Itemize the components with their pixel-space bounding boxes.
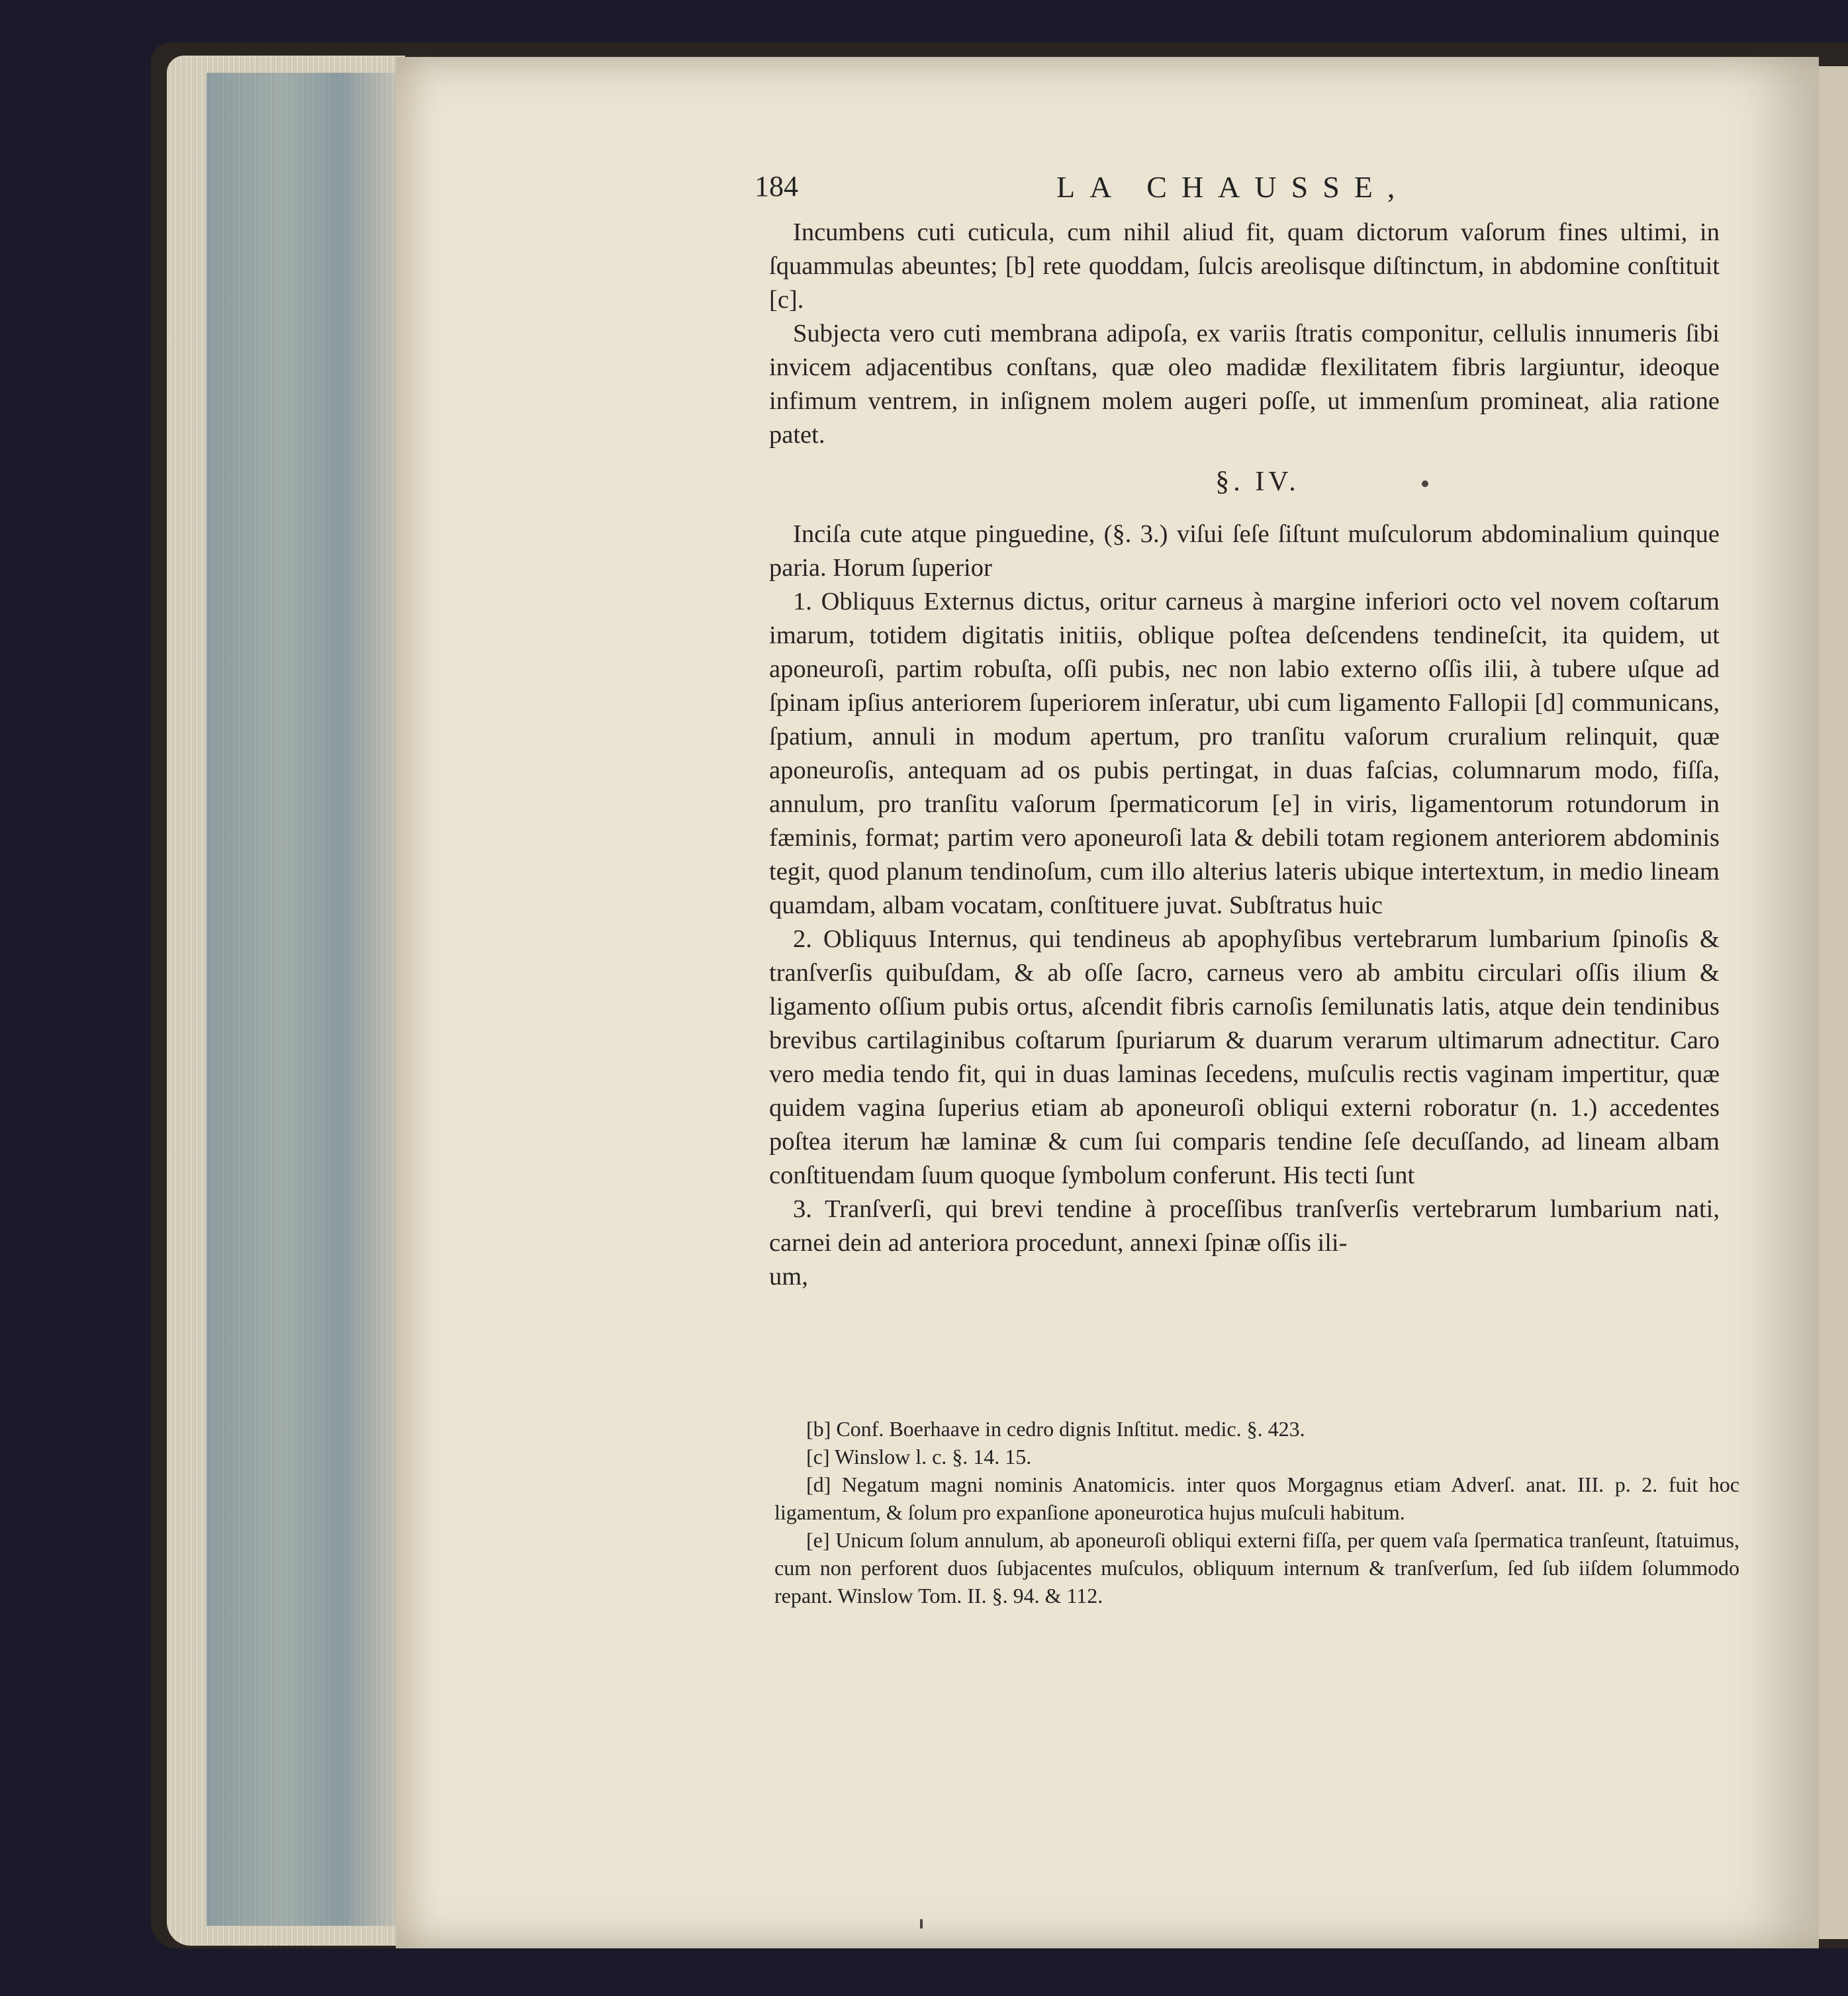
book-page-edges [167, 56, 405, 1946]
footnote-e: [e] Unicum ſolum annulum, ab aponeuroſi obliqui externi fiſſa, per quem vaſa ſpermatica tranſeunt, ſtatuimus, cum non perforent duos ſubjacentes muſculos, obliquum internum & tranſverſum, ſed ſub iiſdem ſolummodo repant. Winslow Tom. II. §. 94. & 112. [774, 1528, 1739, 1608]
paragraph-obliquus-internus: 2. Obliquus Internus, qui tendineus ab apophyſibus vertebrarum lumbarium ſpinoſis & tranſverſis quibuſdam, & ab oſſe ſacro, carneus vero ab ambitu circulari oſſis ilium & ligamento oſſium pubis ortus, aſcendit fibris carnoſis ſemilunatis latis, atque dein tendinibus brevibus cartilaginibus coſtarum ſpuriarum & duarum verarum ultimarum adnectitur. Caro vero media tendo fit, qui in duas laminas ſecedens, muſculis rectis vaginam impertitur, quæ quidem vagina ſuperius etiam ab aponeuroſi obliqui externi roboratur (n. 1.) accedentes poſtea iterum hæ laminæ & cum ſui comparis tendine ſeſe decuſſando, ad lineam albam conſtituendam ſuum quoque ſymbolum conferunt. His tecti ſunt [769, 925, 1720, 1189]
paragraph-cuticula: Incumbens cuti cuticula, cum nihil aliud fit, quam dictorum vaſorum fines ultimi, in ſquammulas abeuntes; [b] rete quoddam, ſulcis areolisque diſtinctum, in abdomine conſtituit [c]. [769, 218, 1720, 314]
running-head [755, 169, 1787, 209]
paragraph-transversi: 3. Tranſverſi, qui brevi tendine à proceſſibus tranſverſis vertebrarum lumbarium nati, carnei dein ad anteriora procedunt, annexi ſpinæ oſſis ili- [769, 1195, 1720, 1257]
paper-speck [1422, 480, 1428, 487]
edge-stain [207, 73, 398, 1926]
paragraph-musculi: Inciſa cute atque pinguedine, (§. 3.) viſui ſeſe ſiſtunt muſculorum abdominalium quinque paria. Horum ſuperior [769, 520, 1720, 582]
footnote-c: [c] Winslow l. c. §. 14. 15. [806, 1445, 1032, 1469]
running-head-title: LA CHAUSSE, [1056, 170, 1410, 204]
paper-speck [920, 1919, 923, 1928]
footnote-d: [d] Negatum magni nominis Anatomicis. inter quos Morgagnus etiam Adverſ. anat. III. p. 2. fuit hoc ligamentum, & ſolum pro expanſione aponeurotica hujus muſculi habitum. [774, 1473, 1739, 1524]
facing-page-edge [1819, 66, 1848, 1939]
footnote-b: [b] Conf. Boerhaave in cedro dignis Inſtitut. medic. §. 423. [806, 1417, 1305, 1441]
paragraph-membrana-adiposa: Subjecta vero cuti membrana adipoſa, ex variis ſtratis componitur, cellulis innumeris ſibi invicem adjacentibus conſtans, quæ oleo madidæ flexilitatem fibris largiuntur, ideoque infimum ventrem, in inſignem molem augeri poſſe, ut immenſum promineat, alia ratione patet. [769, 320, 1720, 449]
page-number: 184 [755, 170, 798, 203]
paragraph-obliquus-externus: 1. Obliquus Externus dictus, oritur carneus à margine inferiori octo vel novem coſtarum imarum, totidem digitatis initiis, oblique poſtea deſcendens tendineſcit, ita quidem, ut aponeuroſi, partim robuſta, oſſi pubis, nec non labio externo oſſis ilii, à tubere uſque ad ſpinam ipſius anteriorem ſuperiorem inſeratur, ubi cum ligamento Fallopii [d] communicans, ſpatium, annuli in modum apertum, pro tranſitu vaſorum cruralium relinquit, quæ aponeuroſis, antequam ad os pubis pertingat, in duas faſcias, columnarum modo, fiſſa, annulum, pro tranſitu vaſorum ſpermaticorum [e] in viris, ligamentorum rotundorum in fæminis, format; partim vero aponeuroſi lata & debili totam regionem anteriorem abdominis tegit, quod planum tendinoſum, cum illo alterius lateris ubique intertextum, in medio lineam quamdam, albam vocatam, conſtituere juvat. Subſtratus huic [769, 588, 1720, 919]
footnotes [774, 1415, 1739, 1610]
section-heading: §. IV. [1215, 467, 1300, 497]
catchword: um, [769, 1263, 808, 1291]
main-text [769, 216, 1720, 1294]
